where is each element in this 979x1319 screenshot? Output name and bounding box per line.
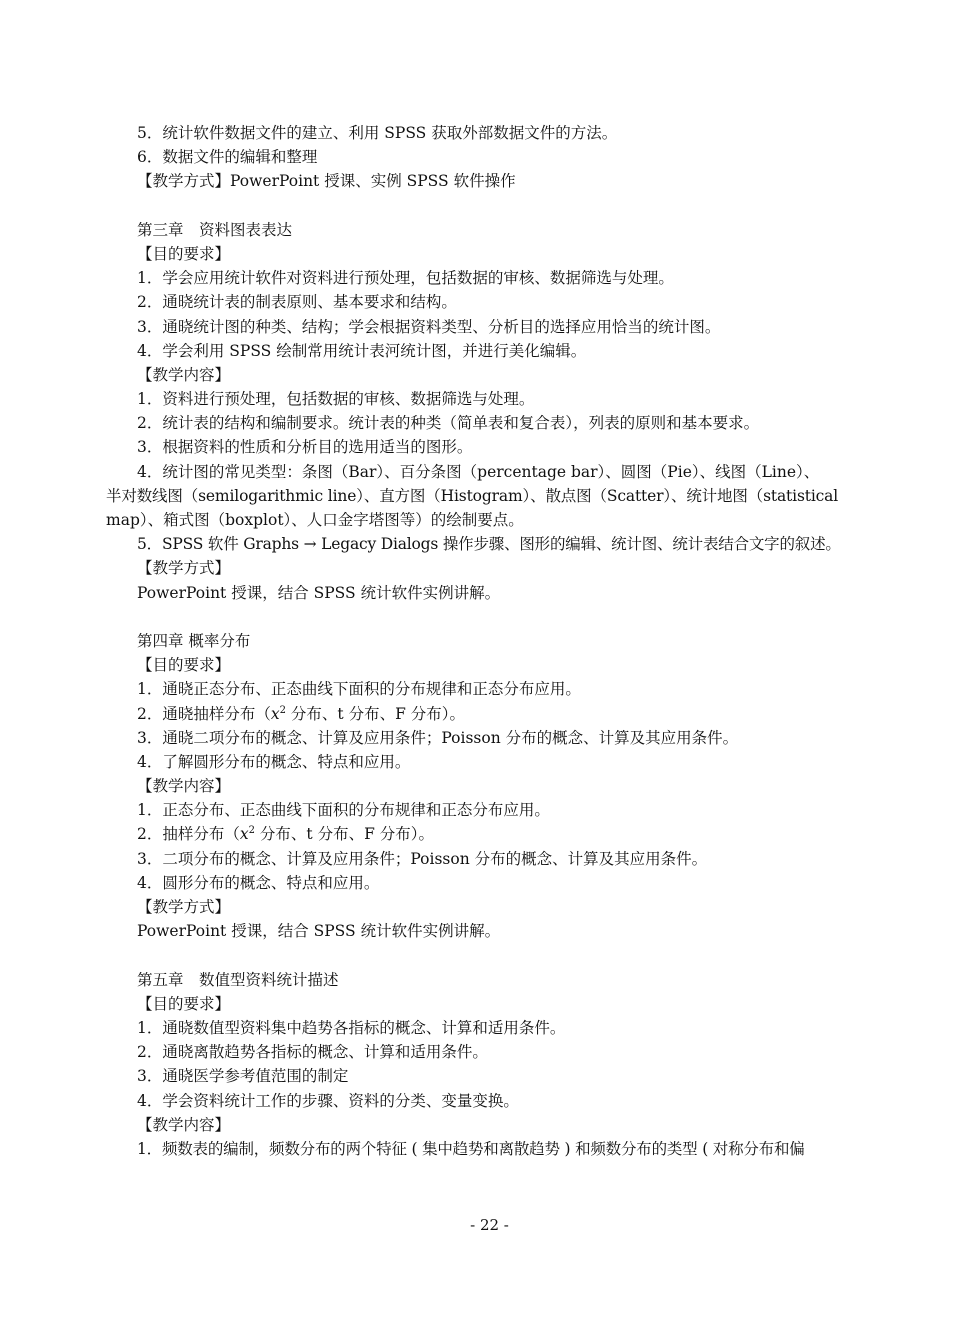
chapter-heading: 第四章 概率分布 xyxy=(137,631,251,650)
text-line: 1．学会应用统计软件对资料进行预处理，包括数据的审核、数据筛选与处理。 xyxy=(137,269,674,288)
section-heading: 【目的要求】 xyxy=(137,244,231,263)
text-line xyxy=(106,822,866,846)
text-fragment: 分布、t 分布、F 分布）。 xyxy=(255,825,435,844)
text-line: map）、箱式图（boxplot）、人口金字塔图等）的绘制要点。 xyxy=(106,511,524,529)
text-line: 4．统计图的常见类型：条图（Bar）、百分条图（percentage bar）、圆图（Pie）、线图（Line）、 xyxy=(137,462,820,481)
text-line: 2．通晓统计表的制表原则、基本要求和结构。 xyxy=(137,293,457,312)
text-fragment: 分布、t 分布、F 分布）。 xyxy=(286,704,466,723)
text-line: 1．正态分布、正态曲线下面积的分布规律和正态分布应用。 xyxy=(137,801,550,820)
section-heading: 【教学方式】 xyxy=(137,559,231,578)
text-line: 4．学会资料统计工作的步骤、资料的分类、变量变换。 xyxy=(137,1091,519,1110)
chapter-heading: 第三章 资料图表表达 xyxy=(137,220,293,239)
section-heading: 【教学内容】 xyxy=(137,1115,231,1134)
chi-symbol: x xyxy=(239,825,249,844)
text-line: 5．统计软件数据文件的建立、利用 SPSS 获取外部数据文件的方法。 xyxy=(137,124,618,142)
text-line: 3．通晓医学参考值范围的制定 xyxy=(137,1067,349,1086)
text-line: 4．了解圆形分布的概念、特点和应用。 xyxy=(137,752,411,771)
page-number: - 22 - xyxy=(470,1216,509,1234)
page-body xyxy=(106,121,866,1161)
text-line: PowerPoint 授课，结合 SPSS 统计软件实例讲解。 xyxy=(137,922,501,941)
section-heading: 【目的要求】 xyxy=(137,994,231,1013)
text-fragment: 2．抽样分布（ xyxy=(137,825,240,844)
superscript: 2 xyxy=(248,825,255,837)
text-line: 3．二项分布的概念、计算及应用条件；Poisson 分布的概念、计算及其应用条件。 xyxy=(137,849,708,868)
text-fragment: 2．通晓抽样分布（ xyxy=(137,704,271,723)
section-heading: 【教学内容】 xyxy=(137,777,231,796)
text-line: 4．学会利用 SPSS 绘制常用统计表河统计图，并进行美化编辑。 xyxy=(137,341,587,360)
text-line: 【教学方式】PowerPoint 授课、实例 SPSS 软件操作 xyxy=(137,172,516,191)
section-heading: 【目的要求】 xyxy=(137,656,231,675)
text-line: 5．SPSS 软件 Graphs → Legacy Dialogs 操作步骤、图形的编辑、统计图、统计表结合文字的叙述。 xyxy=(137,535,841,554)
text-line: 4．圆形分布的概念、特点和应用。 xyxy=(137,873,380,892)
spacer xyxy=(106,194,866,218)
text-line: 3．根据资料的性质和分析目的选用适当的图形。 xyxy=(137,438,473,457)
text-line: PowerPoint 授课，结合 SPSS 统计软件实例讲解。 xyxy=(137,583,501,602)
text-line: 1．频数表的编制，频数分布的两个特征 ( 集中趋势和离散趋势 ) 和频数分布的类型 ( 对称分布和偏 xyxy=(137,1139,805,1158)
section-heading: 【教学内容】 xyxy=(137,365,231,384)
section-heading: 【教学方式】 xyxy=(137,898,231,916)
spacer xyxy=(106,605,866,629)
text-line: 6．数据文件的编辑和整理 xyxy=(137,148,318,167)
text-line xyxy=(106,702,866,726)
superscript: 2 xyxy=(279,704,286,716)
chapter-heading: 第五章 数值型资料统计描述 xyxy=(137,970,339,989)
text-line: 1．通晓正态分布、正态曲线下面积的分布规律和正态分布应用。 xyxy=(137,680,581,699)
text-line: 3．通晓统计图的种类、结构；学会根据资料类型、分析目的选择应用恰当的统计图。 xyxy=(137,317,721,336)
text-line: 1．资料进行预处理，包括数据的审核、数据筛选与处理。 xyxy=(137,390,535,409)
text-line: 半对数线图（semilogarithmic line）、直方图（Histogram）、散点图（Scatter）、统计地图（statistical xyxy=(106,486,839,505)
text-line: 1．通晓数值型资料集中趋势各指标的概念、计算和适用条件。 xyxy=(137,1018,566,1037)
chi-symbol: x xyxy=(270,704,280,723)
text-line: 2．统计表的结构和编制要求。统计表的种类（简单表和复合表），列表的原则和基本要求。 xyxy=(137,414,760,433)
spacer xyxy=(106,943,866,967)
text-line: 2．通晓离散趋势各指标的概念、计算和适用条件。 xyxy=(137,1043,488,1062)
text-line: 3．通晓二项分布的概念、计算及应用条件；Poisson 分布的概念、计算及其应用条件。 xyxy=(137,728,739,747)
